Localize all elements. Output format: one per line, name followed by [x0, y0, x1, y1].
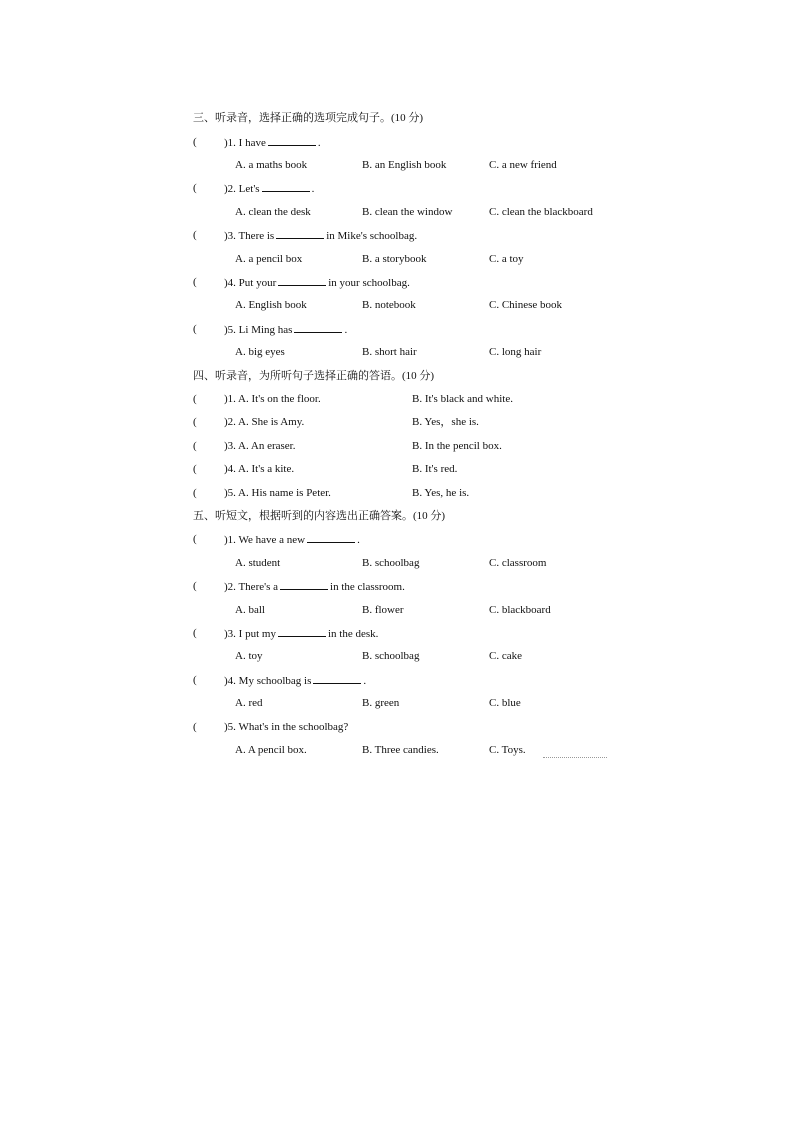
- answer-paren[interactable]: (: [193, 580, 197, 592]
- answer-paren[interactable]: (: [193, 440, 197, 452]
- answer-paren[interactable]: (: [193, 416, 197, 428]
- question-text: )4. My schoolbag is: [224, 675, 312, 687]
- answer-paren[interactable]: (: [193, 533, 197, 545]
- option-c: C. long hair: [489, 346, 542, 358]
- option-c: C. blackboard: [489, 604, 551, 616]
- option-a: A. toy: [235, 650, 263, 662]
- answer-blank: [313, 673, 361, 684]
- question-text-post: in Mike's schoolbag.: [326, 230, 418, 242]
- answer-paren[interactable]: (: [193, 136, 197, 148]
- option-a: A. a maths book: [235, 159, 308, 171]
- question-text-post: in your schoolbag.: [328, 277, 410, 289]
- answer-paren[interactable]: (: [193, 721, 197, 733]
- option-b: B. flower: [362, 604, 404, 616]
- answer-blank: [268, 135, 316, 146]
- question-text-post: in the classroom.: [330, 581, 405, 593]
- question-text: )4. Put your: [224, 277, 277, 289]
- option-b: B. Yes, he is.: [412, 487, 470, 499]
- option-b: B. schoolbag: [362, 650, 420, 662]
- answer-paren[interactable]: (: [193, 393, 197, 405]
- section4-heading: 四、听录音，为所听句子选择正确的答语。(10 分): [193, 370, 435, 382]
- option-a: A. student: [235, 557, 281, 569]
- option-b: B. notebook: [362, 299, 416, 311]
- answer-blank: [276, 228, 324, 239]
- section5-heading: 五、听短文，根据听到的内容选出正确答案。(10 分): [193, 510, 446, 522]
- option-b: B. an English book: [362, 159, 447, 171]
- option-c: C. a toy: [489, 253, 524, 265]
- answer-blank: [280, 579, 328, 590]
- answer-blank: [278, 275, 326, 286]
- answer-paren[interactable]: (: [193, 487, 197, 499]
- answer-paren[interactable]: (: [193, 674, 197, 686]
- scan-smudge: [543, 757, 607, 760]
- answer-blank: [294, 322, 342, 333]
- option-a: )4. A. It's a kite.: [224, 463, 295, 475]
- option-a: )5. A. His name is Peter.: [224, 487, 331, 499]
- answer-blank: [278, 626, 326, 637]
- option-c: C. clean the blackboard: [489, 206, 593, 218]
- question-text-post: in the desk.: [327, 628, 379, 640]
- option-b: B. green: [362, 697, 400, 709]
- answer-blank: [307, 532, 355, 543]
- option-c: C. Chinese book: [489, 299, 563, 311]
- option-b: B. Yes，she is.: [412, 416, 479, 428]
- option-b: B. short hair: [362, 346, 417, 358]
- option-a: A. clean the desk: [235, 206, 311, 218]
- answer-paren[interactable]: (: [193, 182, 197, 194]
- question-text: )1. I have: [224, 137, 266, 149]
- option-b: B. a storybook: [362, 253, 427, 265]
- option-b: B. clean the window: [362, 206, 453, 218]
- section3-heading: 三、听录音，选择正确的选项完成句子。(10 分): [193, 112, 424, 124]
- option-c: C. Toys.: [489, 744, 526, 756]
- option-c: C. blue: [489, 697, 521, 709]
- option-b: B. schoolbag: [362, 557, 420, 569]
- question-text: )3. I put my: [224, 628, 276, 640]
- question-text: )1. We have a new: [224, 534, 306, 546]
- question-text: )2. Let's: [224, 183, 260, 195]
- answer-paren[interactable]: (: [193, 276, 197, 288]
- option-a: A. ball: [235, 604, 265, 616]
- question-text: )2. There's a: [224, 581, 279, 593]
- answer-paren[interactable]: (: [193, 463, 197, 475]
- option-a: A. big eyes: [235, 346, 285, 358]
- question-text: )5. What's in the schoolbag?: [224, 721, 349, 733]
- question-text-post: .: [317, 137, 321, 149]
- option-a: A. a pencil box: [235, 253, 303, 265]
- option-b: B. In the pencil box.: [412, 440, 502, 452]
- question-text-post: .: [357, 534, 360, 546]
- question-text: )5. Li Ming has: [224, 324, 293, 336]
- option-a: A. red: [235, 697, 263, 709]
- option-c: C. a new friend: [489, 159, 557, 171]
- option-b: B. It's black and white.: [412, 393, 513, 405]
- question-text-post: .: [344, 324, 348, 336]
- question-text: )3. There is: [224, 230, 275, 242]
- option-a: A. A pencil box.: [235, 744, 307, 756]
- option-a: )2. A. She is Amy.: [224, 416, 305, 428]
- option-a: )3. A. An eraser.: [224, 440, 296, 452]
- option-c: C. classroom: [489, 557, 547, 569]
- answer-paren[interactable]: (: [193, 323, 197, 335]
- question-text-post: .: [363, 675, 367, 687]
- option-b: B. Three candies.: [362, 744, 439, 756]
- option-a: )1. A. It's on the floor.: [224, 393, 321, 405]
- answer-blank: [262, 181, 310, 192]
- answer-paren[interactable]: (: [193, 627, 197, 639]
- answer-paren[interactable]: (: [193, 229, 197, 241]
- option-b: B. It's red.: [412, 463, 458, 475]
- question-text-post: .: [311, 183, 315, 195]
- option-a: A. English book: [235, 299, 307, 311]
- option-c: C. cake: [489, 650, 522, 662]
